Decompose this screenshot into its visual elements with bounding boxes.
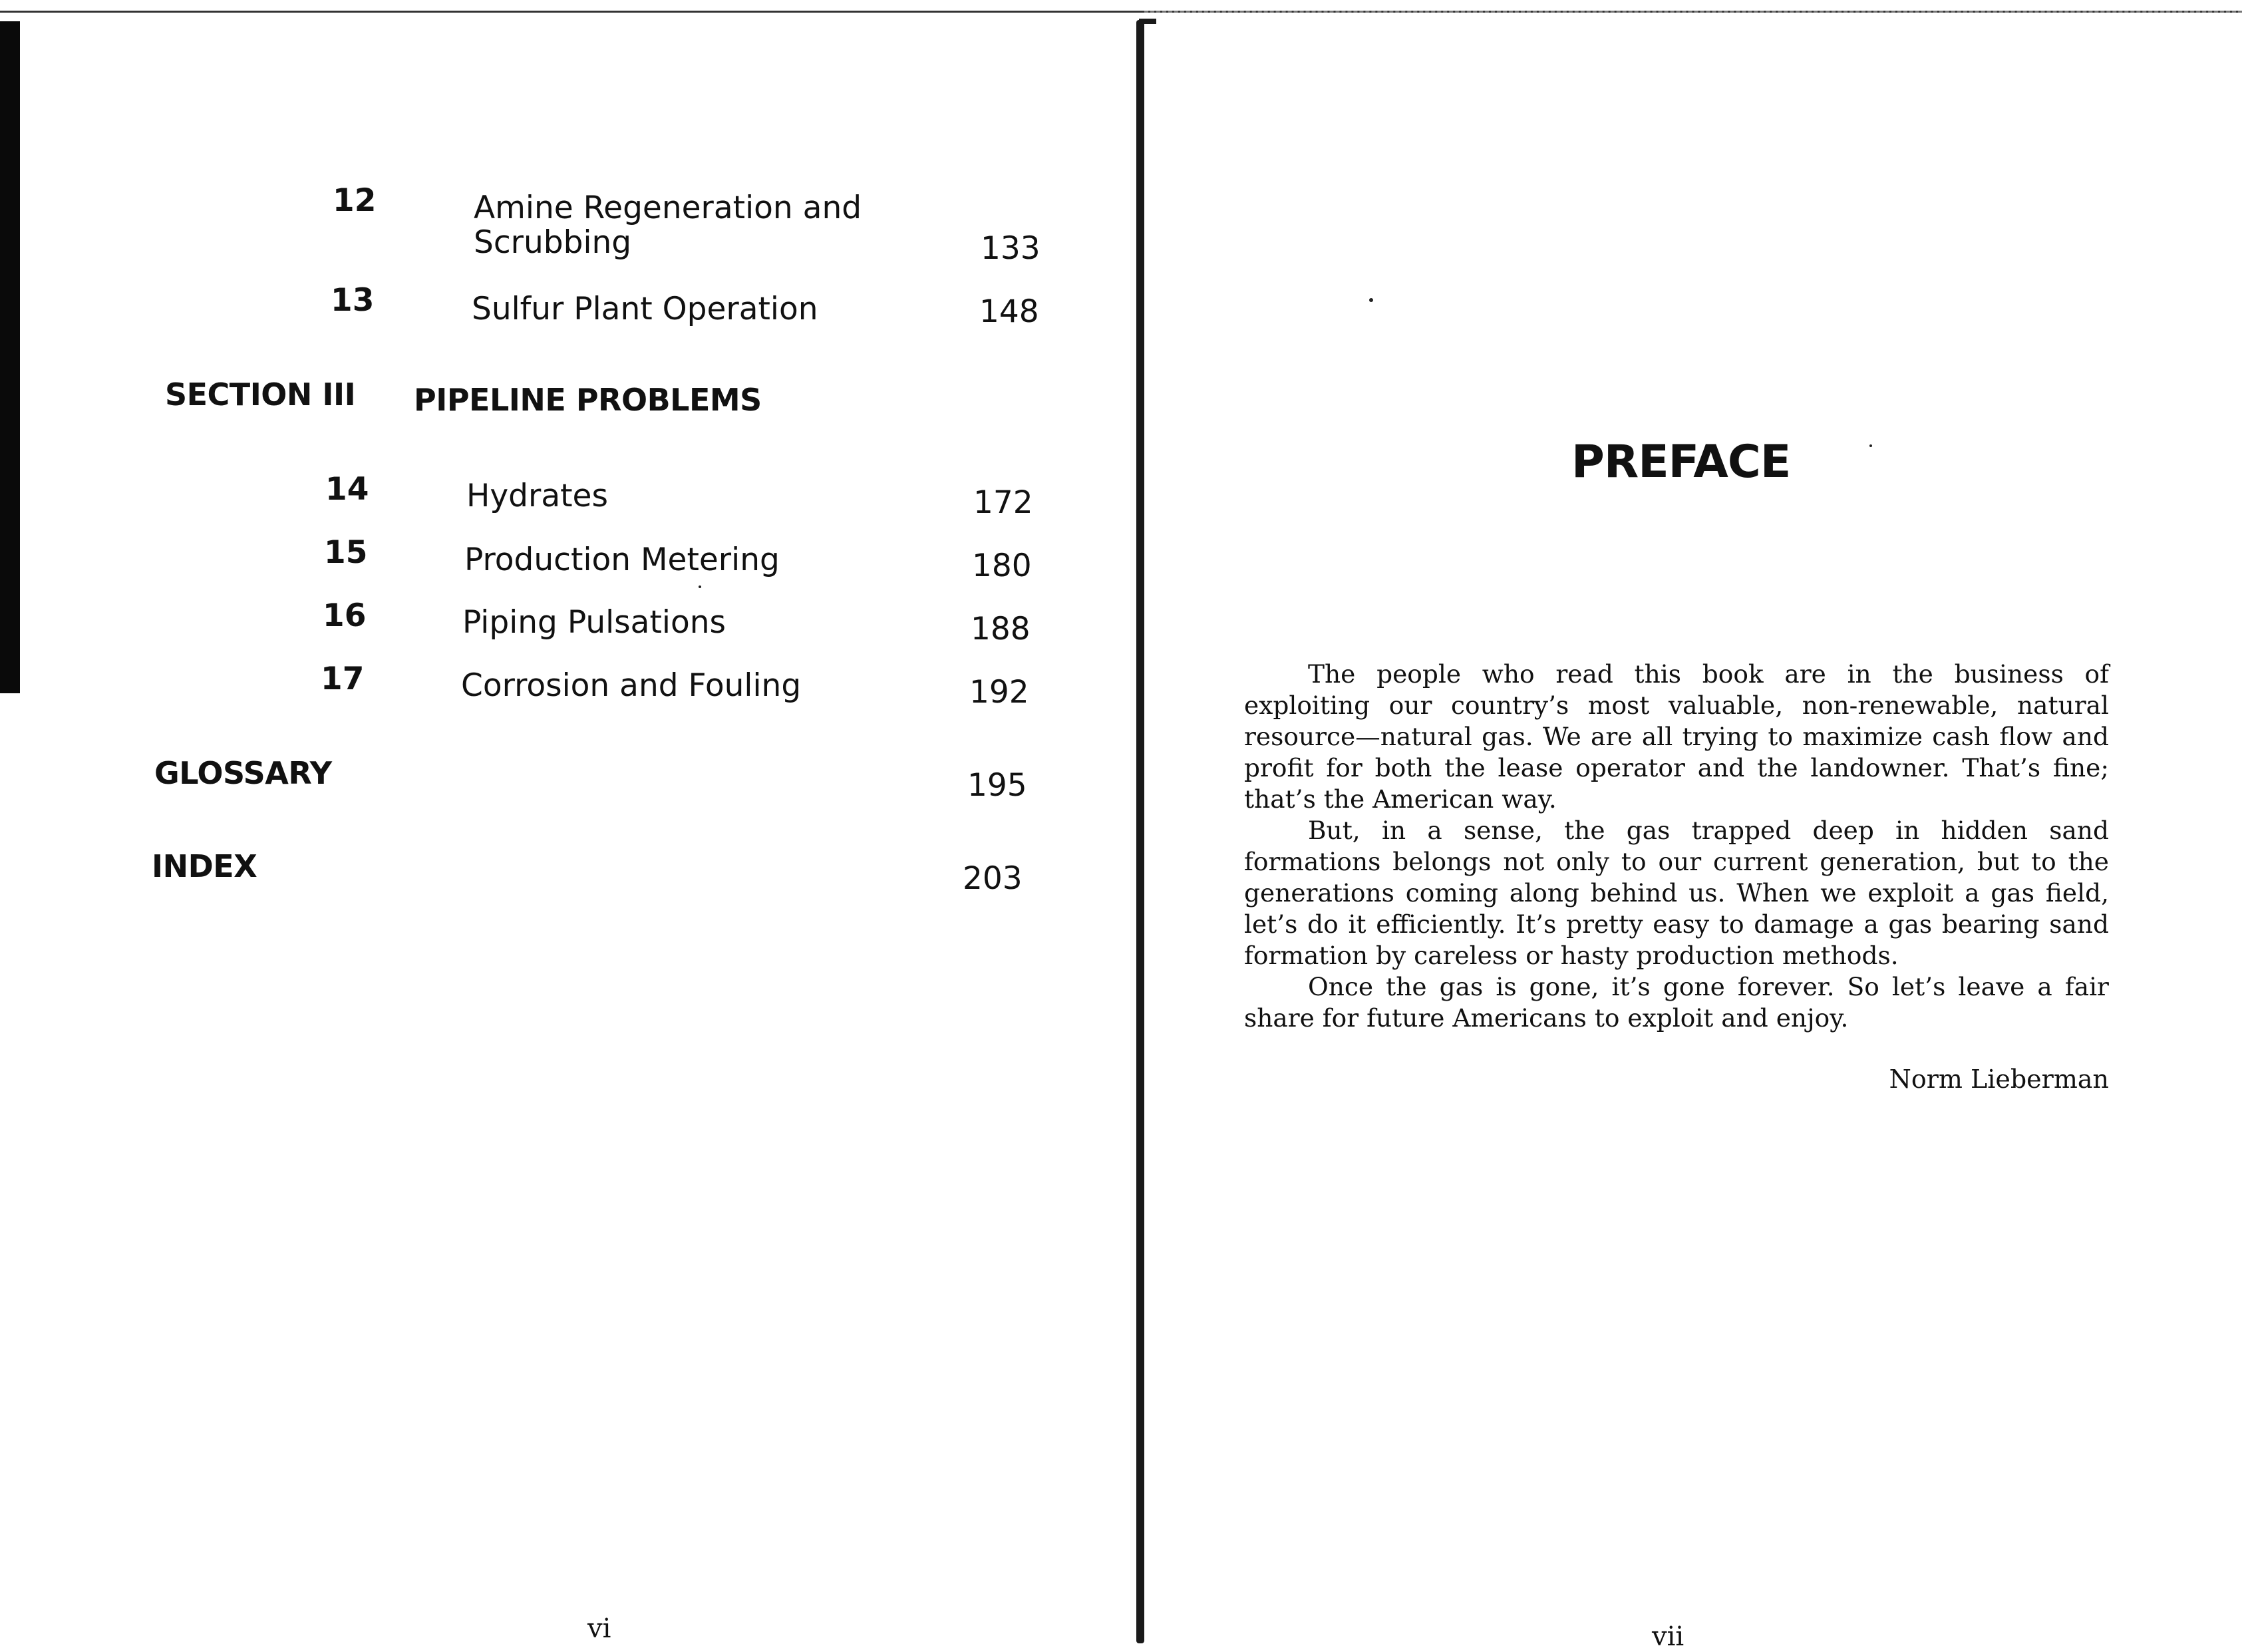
toc-chapter-number: [325, 471, 369, 508]
toc-chapter-title: [461, 667, 801, 705]
scan-speck: [1869, 444, 1872, 447]
toc-chapter-number-16: 16: [323, 597, 367, 634]
scan-top-rule-dashed: [1144, 11, 2242, 13]
toc-page-172: 172: [973, 484, 1033, 521]
toc-page-ref: [971, 611, 1031, 648]
toc-title-hydrates: Hydrates: [466, 478, 608, 514]
scan-speck: [699, 585, 701, 588]
toc-chapter-number-13: 13: [331, 282, 375, 319]
toc-title-sulfur: Sulfur Plant Operation: [472, 291, 818, 327]
book-gutter-hook: [1139, 19, 1156, 24]
toc-section-label: SECTION III: [165, 377, 356, 413]
right-page-number: vii: [1652, 1621, 1684, 1652]
toc-section-title: PIPELINE PROBLEMS: [414, 382, 762, 418]
toc-title-pulsations: Piping Pulsations: [462, 604, 726, 641]
toc-page-133: 133: [981, 230, 1041, 267]
toc-title-corrosion: Corrosion and Fouling: [461, 667, 802, 704]
toc-chapter-number: [333, 182, 376, 220]
toc-page-188: 188: [971, 611, 1031, 647]
left-page-number: vi: [587, 1613, 611, 1644]
toc-page-180: 180: [972, 548, 1032, 584]
preface-paragraph-3: Once the gas is gone, it’s gone forever. So let’s leave a fair share for future Americans to exploit and enjoy.: [1244, 972, 2109, 1033]
toc-page-192: 192: [969, 674, 1029, 711]
toc-chapter-number: [323, 597, 366, 635]
toc-chapter-number: [324, 534, 367, 572]
toc-page-148: 148: [979, 293, 1039, 330]
toc-chapter-title: [466, 478, 608, 515]
toc-chapter-title: [474, 190, 862, 227]
scan-speck: [1369, 298, 1373, 302]
book-gutter-line: [1136, 20, 1144, 1643]
toc-page-ref: [972, 548, 1032, 585]
toc-chapter-title: [472, 291, 818, 328]
toc-chapter-number-12: 12: [333, 182, 377, 219]
toc-glossary-page: [967, 767, 1027, 804]
toc-chapter-number-17: 17: [321, 661, 365, 697]
preface-paragraph-2: But, in a sense, the gas trapped deep in hidden sand formations belongs not only to our current generation, but to the generations coming along behind us. When we exploit a gas field, let’s do it efficiently. It’s pretty easy to damage a gas bearing sand formation by careless or hasty production methods.: [1244, 816, 2109, 970]
preface-signature: Norm Lieberman: [1889, 1065, 2109, 1094]
toc-page-ref: [973, 484, 1033, 522]
preface-body: [1244, 659, 2109, 1034]
toc-chapter-number-14: 14: [325, 471, 369, 508]
toc-title-metering: Production Metering: [464, 542, 780, 578]
toc-chapter-number: [331, 282, 374, 319]
toc-chapter-title: [464, 542, 780, 579]
toc-chapter-title-continued: [474, 224, 631, 261]
toc-chapter-number: [321, 661, 364, 698]
toc-index-label: INDEX: [152, 848, 257, 884]
toc-chapter-title: [462, 604, 726, 641]
toc-title-line1: Amine Regeneration and: [474, 190, 862, 226]
toc-page-ref: [979, 293, 1039, 331]
toc-title-line2: Scrubbing: [474, 224, 632, 261]
toc-page-ref: [981, 230, 1041, 267]
toc-page-ref: [969, 674, 1029, 711]
toc-glossary-label: GLOSSARY: [154, 755, 332, 791]
toc-page-195: 195: [967, 767, 1027, 804]
toc-page-203: 203: [963, 860, 1023, 897]
preface-title: PREFACE: [1571, 436, 1791, 488]
preface-paragraph-1: The people who read this book are in the business of exploiting our country’s most valuable, non-renewable, natural resource—natural gas. We are all trying to maximize cash flow and profit for both the lease operator and the landowner. That’s fine; that’s the American way.: [1244, 659, 2109, 814]
toc-index-page: [963, 860, 1023, 898]
toc-chapter-number-15: 15: [324, 534, 368, 571]
